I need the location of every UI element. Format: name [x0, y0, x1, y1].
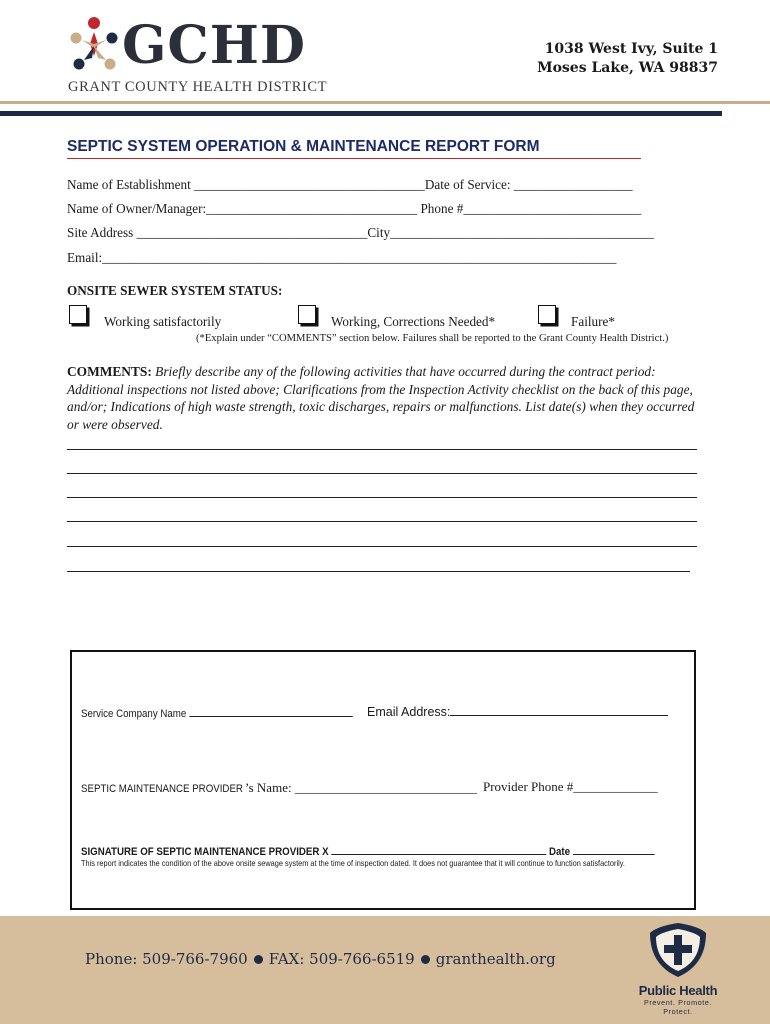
- comment-line[interactable]: [67, 571, 690, 572]
- status-heading: ONSITE SEWER SYSTEM STATUS:: [67, 283, 283, 298]
- site-address-field[interactable]: [67, 225, 654, 241]
- checkbox-corrections-needed[interactable]: [298, 305, 316, 324]
- comments-text: Briefly describe any of the following activities that have occurred during the contract period: Additional inspections not listed above; Clarifications from the Inspection Activity checklist on the back of this page, and/or; Indications of high waste strength, toxic discharges, repairs or malfunctions. List date(s) when they occurred or were observed.: [67, 364, 695, 432]
- form-title: SEPTIC SYSTEM OPERATION & MAINTENANCE REPORT FORM: [67, 138, 540, 155]
- provider-name-row[interactable]: [81, 780, 477, 796]
- address-line-1: 1038 West Ivy, Suite 1: [544, 41, 718, 57]
- signature-date-label: Date: [548, 846, 571, 858]
- date-of-service-label: Date of Service: __________________: [424, 177, 633, 192]
- org-name: GRANT COUNTY HEALTH DISTRICT: [68, 79, 328, 95]
- owner-label: Name of Owner/Manager:________________________________: [67, 201, 418, 216]
- bullet-icon: [421, 955, 430, 964]
- status-explain-note: (*Explain under “COMMENTS” section below. Failures shall be reported to the Grant County Health District.): [196, 333, 669, 344]
- service-company-label: Service Company Name: [81, 708, 187, 720]
- footer-fax: FAX: 509-766-6519: [268, 950, 415, 968]
- disclaimer-text: This report indicates the condition of the above onsite sewage system at the time of inspection dated. It does not guarantee that it will continue to function satisfactorily.: [81, 858, 625, 868]
- public-health-shield-icon: [644, 921, 712, 979]
- title-underline: [67, 158, 641, 159]
- comments-label: COMMENTS:: [67, 364, 152, 379]
- footer-contact: [85, 950, 556, 968]
- option-working-satisfactorily: Working satisfactorily: [104, 314, 222, 329]
- bullet-icon: [254, 955, 263, 964]
- email-label: Email:______________________________________________________________________________: [67, 250, 617, 265]
- provider-phone-label[interactable]: Provider Phone #_____________: [483, 779, 658, 794]
- option-failure: Failure*: [571, 314, 615, 329]
- owner-field[interactable]: [67, 201, 641, 217]
- comment-line[interactable]: [67, 473, 697, 474]
- option-corrections-needed: Working, Corrections Needed*: [331, 314, 496, 329]
- comment-line[interactable]: [67, 497, 697, 498]
- signature-label: SIGNATURE OF SEPTIC MAINTENANCE PROVIDER X: [81, 846, 329, 858]
- phone-label: Phone #___________________________: [417, 201, 642, 216]
- comment-line[interactable]: [67, 449, 697, 450]
- city-label: City________________________________________: [367, 225, 654, 240]
- footer-phone: Phone: 509-766-7960: [85, 950, 248, 968]
- provider-name-label: ’s Name: ____________________________: [245, 780, 477, 795]
- header-divider-tan: [0, 101, 770, 104]
- establishment-label: Name of Establishment ___________________________________: [67, 177, 425, 192]
- checkbox-failure[interactable]: [538, 305, 556, 324]
- email-address-row[interactable]: [367, 704, 668, 719]
- gchd-logo-icon: [66, 16, 122, 74]
- comment-line[interactable]: [67, 521, 697, 522]
- comments-instructions: [67, 363, 707, 433]
- address-line-2: Moses Lake, WA 98837: [537, 60, 718, 76]
- public-health-tagline: Prevent. Promote. Protect.: [643, 998, 713, 1016]
- disclaimer: [81, 858, 699, 868]
- site-address-label: Site Address ___________________________________: [67, 225, 368, 240]
- establishment-field[interactable]: [67, 177, 633, 193]
- email-address-label: Email Address:: [367, 705, 451, 719]
- comment-line[interactable]: [67, 546, 697, 547]
- email-field[interactable]: [67, 250, 616, 266]
- provider-name-prefix: SEPTIC MAINTENANCE PROVIDER: [81, 783, 243, 795]
- service-company-row[interactable]: [81, 705, 397, 720]
- public-health-name: Public Health: [638, 983, 718, 998]
- signature-row[interactable]: [81, 843, 748, 858]
- header-divider-navy: [0, 111, 722, 116]
- footer-website[interactable]: granthealth.org: [435, 950, 556, 968]
- logo-wordmark: GCHD: [122, 15, 307, 76]
- checkbox-working-satisfactorily[interactable]: [69, 305, 87, 324]
